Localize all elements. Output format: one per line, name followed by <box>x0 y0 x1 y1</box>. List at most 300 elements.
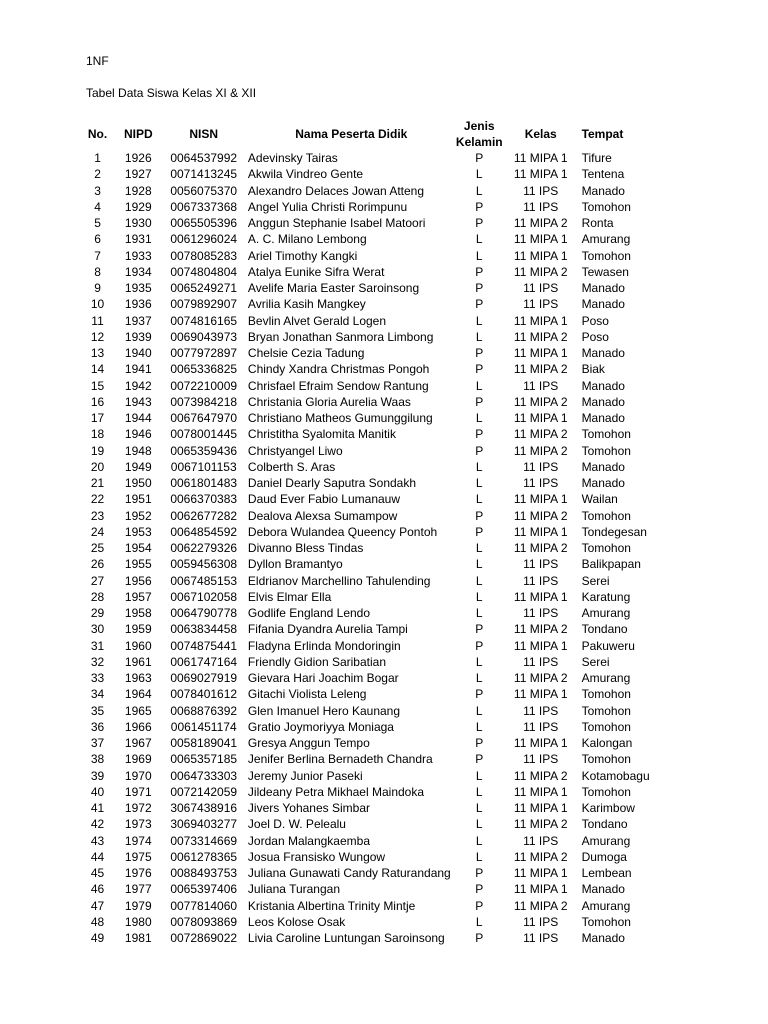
cell-no: 4 <box>94 199 101 214</box>
cell-no: 33 <box>90 671 105 686</box>
cell-nisn: 0079892907 <box>170 297 238 312</box>
cell-tempat: Biak <box>581 362 605 377</box>
cell-kelas: 11 MIPA 2 <box>513 849 568 864</box>
cell-nisn: 0056075370 <box>170 183 238 198</box>
header-nipd: NIPD <box>123 127 153 141</box>
cell-jenis-kelamin: P <box>475 427 484 442</box>
cell-jenis-kelamin: L <box>475 492 483 507</box>
table-row <box>80 898 674 914</box>
cell-nama: Livia Caroline Luntungan Saroinsong <box>247 931 445 946</box>
cell-nama: Jordan Malangkaemba <box>247 833 370 848</box>
cell-tempat: Balikpapan <box>581 557 641 572</box>
cell-jenis-kelamin: P <box>475 898 484 913</box>
cell-kelas: 11 MIPA 1 <box>513 346 568 361</box>
cell-jenis-kelamin: P <box>475 752 484 767</box>
header-kelas: Kelas <box>524 127 557 141</box>
cell-nisn: 0067337368 <box>170 199 238 214</box>
cell-kelas: 11 MIPA 2 <box>513 394 568 409</box>
cell-kelas: 11 IPS <box>523 199 559 214</box>
cell-nipd: 1964 <box>124 687 152 702</box>
cell-nipd: 1973 <box>124 817 152 832</box>
cell-tempat: Pakuweru <box>581 638 635 653</box>
cell-nama: Jeremy Junior Paseki <box>247 768 363 783</box>
cell-tempat: Tewasen <box>581 264 629 279</box>
cell-nama: Leos Kolose Osak <box>247 914 346 929</box>
cell-nipd: 1981 <box>124 931 152 946</box>
cell-kelas: 11 IPS <box>523 752 559 767</box>
cell-no: 16 <box>90 394 105 409</box>
cell-nipd: 1942 <box>124 378 152 393</box>
cell-nama: Jivers Yohanes Simbar <box>247 801 370 816</box>
cell-jenis-kelamin: L <box>475 768 483 783</box>
cell-nisn: 0058189041 <box>170 736 238 751</box>
cell-no: 20 <box>90 459 105 474</box>
cell-kelas: 11 MIPA 1 <box>513 524 568 539</box>
cell-no: 45 <box>90 866 105 881</box>
cell-nisn: 0074816165 <box>170 313 238 328</box>
table-row <box>80 394 674 410</box>
cell-no: 41 <box>90 801 105 816</box>
cell-kelas: 11 IPS <box>523 833 559 848</box>
cell-nama: Gresya Anggun Tempo <box>247 736 370 751</box>
cell-nama: Eldrianov Marchellino Tahulending <box>247 573 431 588</box>
cell-nipd: 1954 <box>124 541 152 556</box>
cell-kelas: 11 IPS <box>523 703 559 718</box>
cell-jenis-kelamin: L <box>475 541 483 556</box>
cell-no: 12 <box>90 329 105 344</box>
cell-nama: Chrisfael Efraim Sendow Rantung <box>247 378 429 393</box>
header-jenis-kelamin <box>455 118 504 150</box>
cell-tempat: Karimbow <box>581 801 635 816</box>
cell-nama: Christyangel Liwo <box>247 443 343 458</box>
cell-nama: Gitachi Violista Leleng <box>247 687 367 702</box>
table-row <box>80 556 674 572</box>
table-row <box>80 573 674 589</box>
cell-nama: Akwila Vindreo Gente <box>247 167 364 182</box>
cell-jenis-kelamin: L <box>475 476 483 491</box>
cell-nama: Jildeany Petra Mikhael Maindoka <box>247 784 425 799</box>
cell-nama: Godlife England Lendo <box>247 606 371 621</box>
cell-jenis-kelamin: L <box>475 719 483 734</box>
cell-nisn: 0078401612 <box>170 687 238 702</box>
cell-tempat: Tomohon <box>581 248 631 263</box>
cell-tempat: Poso <box>581 313 609 328</box>
cell-jenis-kelamin: P <box>475 443 484 458</box>
cell-nama: Ariel Timothy Kangki <box>247 248 358 263</box>
student-table <box>80 118 674 946</box>
student-table-container <box>80 118 674 946</box>
cell-nipd: 1943 <box>124 394 152 409</box>
cell-nisn: 0073314669 <box>170 833 238 848</box>
cell-nisn: 0064790778 <box>170 606 238 621</box>
cell-nipd: 1949 <box>124 459 152 474</box>
cell-no: 48 <box>90 914 105 929</box>
cell-nipd: 1956 <box>124 573 152 588</box>
cell-nama: Jenifer Berlina Bernadeth Chandra <box>247 752 433 767</box>
cell-nipd: 1970 <box>124 768 152 783</box>
table-row <box>80 459 674 475</box>
table-row <box>80 296 674 312</box>
cell-tempat: Tomohon <box>581 541 631 556</box>
cell-jenis-kelamin: L <box>475 914 483 929</box>
cell-jenis-kelamin: P <box>475 882 484 897</box>
cell-nama: Debora Wulandea Queency Pontoh <box>247 524 438 539</box>
cell-kelas: 11 IPS <box>523 281 559 296</box>
cell-nisn: 0065359436 <box>170 443 238 458</box>
table-row <box>80 475 674 491</box>
cell-jenis-kelamin: L <box>475 313 483 328</box>
cell-tempat: Manado <box>581 476 625 491</box>
cell-nisn: 0064854592 <box>170 524 238 539</box>
cell-nisn: 0059456308 <box>170 557 238 572</box>
cell-nipd: 1933 <box>124 248 152 263</box>
cell-nipd: 1977 <box>124 882 152 897</box>
table-row <box>80 215 674 231</box>
cell-no: 44 <box>90 849 105 864</box>
table-row <box>80 508 674 524</box>
cell-tempat: Tondano <box>581 817 628 832</box>
cell-no: 43 <box>90 833 105 848</box>
cell-no: 38 <box>90 752 105 767</box>
cell-kelas: 11 IPS <box>523 931 559 946</box>
cell-no: 47 <box>90 898 105 913</box>
cell-kelas: 11 MIPA 1 <box>513 167 568 182</box>
cell-jenis-kelamin: L <box>475 817 483 832</box>
cell-jenis-kelamin: L <box>475 557 483 572</box>
cell-kelas: 11 MIPA 2 <box>513 264 568 279</box>
cell-nisn: 0065505396 <box>170 216 238 231</box>
cell-nisn: 0072142059 <box>170 784 238 799</box>
cell-nipd: 1937 <box>124 313 152 328</box>
cell-kelas: 11 IPS <box>523 183 559 198</box>
cell-nisn: 0061747164 <box>170 654 238 669</box>
cell-no: 11 <box>91 313 104 328</box>
cell-tempat: Kalongan <box>581 736 633 751</box>
table-row <box>80 524 674 540</box>
table-row <box>80 833 674 849</box>
cell-kelas: 11 MIPA 1 <box>513 882 568 897</box>
cell-kelas: 11 IPS <box>523 654 559 669</box>
cell-tempat: Lembean <box>581 866 632 881</box>
cell-kelas: 11 MIPA 1 <box>513 232 568 247</box>
cell-nisn: 0067647970 <box>170 411 238 426</box>
header-jenis-line2: Kelamin <box>455 135 503 149</box>
cell-jenis-kelamin: P <box>475 524 484 539</box>
cell-tempat: Amurang <box>581 898 631 913</box>
cell-tempat: Tomohon <box>581 443 631 458</box>
table-row <box>80 313 674 329</box>
document-title: Tabel Data Siswa Kelas XI & XII <box>86 86 257 100</box>
table-row <box>80 329 674 345</box>
cell-no: 8 <box>94 264 101 279</box>
table-row <box>80 638 674 654</box>
table-row <box>80 881 674 897</box>
cell-no: 24 <box>90 524 105 539</box>
cell-nisn: 0066370383 <box>170 492 238 507</box>
cell-no: 49 <box>90 931 105 946</box>
cell-nisn: 0067485153 <box>170 573 238 588</box>
cell-no: 40 <box>90 784 105 799</box>
table-row <box>80 735 674 751</box>
cell-nipd: 1926 <box>124 151 152 166</box>
cell-jenis-kelamin: L <box>475 411 483 426</box>
cell-kelas: 11 MIPA 2 <box>513 427 568 442</box>
cell-tempat: Manado <box>581 281 625 296</box>
cell-nisn: 0069027919 <box>170 671 238 686</box>
table-row <box>80 361 674 377</box>
cell-tempat: Manado <box>581 411 625 426</box>
cell-no: 35 <box>90 703 105 718</box>
cell-nipd: 1948 <box>124 443 152 458</box>
cell-jenis-kelamin: L <box>475 573 483 588</box>
table-row <box>80 280 674 296</box>
cell-nipd: 1927 <box>124 167 152 182</box>
cell-nisn: 0063834458 <box>170 622 238 637</box>
cell-nisn: 0078085283 <box>170 248 238 263</box>
cell-tempat: Dumoga <box>581 849 627 864</box>
cell-no: 7 <box>94 248 101 263</box>
cell-no: 9 <box>94 281 101 296</box>
cell-nipd: 1929 <box>124 199 152 214</box>
cell-kelas: 11 MIPA 1 <box>513 801 568 816</box>
cell-nipd: 1967 <box>124 736 152 751</box>
cell-tempat: Amurang <box>581 606 631 621</box>
cell-kelas: 11 MIPA 1 <box>513 687 568 702</box>
cell-nisn: 0062677282 <box>170 508 238 523</box>
table-row <box>80 930 674 946</box>
cell-nisn: 0069043973 <box>170 329 238 344</box>
cell-jenis-kelamin: L <box>475 784 483 799</box>
cell-nisn: 0067102058 <box>170 589 238 604</box>
cell-nipd: 1980 <box>124 914 152 929</box>
cell-nipd: 1959 <box>124 622 152 637</box>
cell-jenis-kelamin: P <box>475 931 484 946</box>
cell-nama: Chindy Xandra Christmas Pongoh <box>247 362 430 377</box>
cell-tempat: Manado <box>581 459 625 474</box>
cell-tempat: Amurang <box>581 833 631 848</box>
cell-nipd: 1935 <box>124 281 152 296</box>
cell-nisn: 0078093869 <box>170 914 238 929</box>
cell-tempat: Karatung <box>581 589 631 604</box>
cell-no: 30 <box>90 622 105 637</box>
cell-tempat: Tondano <box>581 622 628 637</box>
table-row <box>80 768 674 784</box>
table-row <box>80 703 674 719</box>
cell-kelas: 11 IPS <box>523 557 559 572</box>
table-row <box>80 914 674 930</box>
cell-no: 27 <box>90 573 105 588</box>
cell-no: 22 <box>90 492 105 507</box>
cell-tempat: Manado <box>581 297 625 312</box>
cell-tempat: Tomohon <box>581 199 631 214</box>
cell-no: 31 <box>90 638 105 653</box>
header-tempat: Tempat <box>581 127 624 141</box>
cell-nipd: 1974 <box>124 833 152 848</box>
cell-nipd: 1940 <box>124 346 152 361</box>
cell-jenis-kelamin: P <box>475 151 484 166</box>
cell-nipd: 1955 <box>124 557 152 572</box>
cell-kelas: 11 MIPA 1 <box>513 589 568 604</box>
cell-nipd: 1953 <box>124 524 152 539</box>
cell-kelas: 11 MIPA 2 <box>513 362 568 377</box>
cell-no: 19 <box>90 443 105 458</box>
cell-no: 21 <box>90 476 105 491</box>
table-row <box>80 621 674 637</box>
cell-nama: Angel Yulia Christi Rorimpunu <box>247 199 408 214</box>
cell-kelas: 11 MIPA 2 <box>513 671 568 686</box>
cell-tempat: Manado <box>581 931 625 946</box>
cell-nipd: 1944 <box>124 411 152 426</box>
cell-nama: Josua Fransisko Wungow <box>247 849 386 864</box>
document-code: 1NF <box>86 54 109 68</box>
table-row <box>80 686 674 702</box>
cell-jenis-kelamin: L <box>475 248 483 263</box>
cell-nama: Elvis Elmar Ella <box>247 589 332 604</box>
cell-no: 1 <box>94 151 101 166</box>
cell-nipd: 1961 <box>124 654 152 669</box>
table-row <box>80 784 674 800</box>
cell-nama: Bevlin Alvet Gerald Logen <box>247 313 387 328</box>
cell-nama: A. C. Milano Lembong <box>247 232 367 247</box>
cell-jenis-kelamin: L <box>475 183 483 198</box>
cell-jenis-kelamin: P <box>475 346 484 361</box>
cell-nipd: 1941 <box>124 362 152 377</box>
cell-jenis-kelamin: P <box>475 508 484 523</box>
cell-no: 17 <box>90 411 105 426</box>
cell-nipd: 1946 <box>124 427 152 442</box>
cell-no: 15 <box>90 378 105 393</box>
cell-kelas: 11 MIPA 2 <box>513 443 568 458</box>
cell-jenis-kelamin: L <box>475 378 483 393</box>
cell-jenis-kelamin: P <box>475 281 484 296</box>
cell-nipd: 1958 <box>124 606 152 621</box>
cell-jenis-kelamin: L <box>475 459 483 474</box>
cell-kelas: 11 MIPA 2 <box>513 329 568 344</box>
cell-jenis-kelamin: L <box>475 833 483 848</box>
cell-nama: Glen Imanuel Hero Kaunang <box>247 703 401 718</box>
cell-nipd: 1966 <box>124 719 152 734</box>
cell-kelas: 11 MIPA 1 <box>513 736 568 751</box>
table-row <box>80 654 674 670</box>
table-row <box>80 345 674 361</box>
cell-nipd: 1936 <box>124 297 152 312</box>
cell-nipd: 1934 <box>124 264 152 279</box>
cell-kelas: 11 IPS <box>523 297 559 312</box>
cell-no: 23 <box>90 508 105 523</box>
cell-tempat: Tondegesan <box>581 524 647 539</box>
table-row <box>80 264 674 280</box>
cell-nisn: 0065397406 <box>170 882 238 897</box>
cell-jenis-kelamin: P <box>475 362 484 377</box>
cell-no: 13 <box>90 346 105 361</box>
cell-jenis-kelamin: P <box>475 687 484 702</box>
cell-jenis-kelamin: L <box>475 849 483 864</box>
cell-kelas: 11 MIPA 1 <box>513 866 568 881</box>
table-row <box>80 670 674 686</box>
cell-no: 29 <box>90 606 105 621</box>
cell-nama: Juliana Gunawati Candy Raturandang <box>247 866 451 881</box>
cell-nama: Gievara Hari Joachim Bogar <box>247 671 399 686</box>
cell-no: 25 <box>90 541 105 556</box>
cell-kelas: 11 MIPA 2 <box>513 216 568 231</box>
cell-jenis-kelamin: P <box>475 264 484 279</box>
cell-tempat: Manado <box>581 183 625 198</box>
cell-jenis-kelamin: P <box>475 638 484 653</box>
cell-kelas: 11 MIPA 1 <box>513 313 568 328</box>
cell-tempat: Ronta <box>581 216 614 231</box>
cell-nipd: 1976 <box>124 866 152 881</box>
cell-tempat: Manado <box>581 882 625 897</box>
cell-kelas: 11 MIPA 1 <box>513 151 568 166</box>
cell-nipd: 1979 <box>124 898 152 913</box>
cell-kelas: 11 MIPA 1 <box>513 784 568 799</box>
cell-no: 14 <box>90 362 105 377</box>
cell-jenis-kelamin: L <box>475 589 483 604</box>
cell-kelas: 11 IPS <box>523 378 559 393</box>
table-body <box>80 150 674 946</box>
cell-jenis-kelamin: P <box>475 736 484 751</box>
header-nama: Nama Peserta Didik <box>295 127 408 141</box>
cell-kelas: 11 MIPA 2 <box>513 622 568 637</box>
cell-tempat: Manado <box>581 346 625 361</box>
cell-nipd: 1972 <box>124 801 152 816</box>
cell-jenis-kelamin: P <box>475 866 484 881</box>
cell-no: 2 <box>94 167 101 182</box>
cell-tempat: Tomohon <box>581 508 631 523</box>
cell-nama: Christitha Syalomita Manitik <box>247 427 396 442</box>
cell-nama: Alexandro Delaces Jowan Atteng <box>247 183 425 198</box>
cell-nisn: 0061801483 <box>170 476 238 491</box>
cell-tempat: Poso <box>581 329 609 344</box>
cell-kelas: 11 MIPA 2 <box>513 541 568 556</box>
table-row <box>80 166 674 182</box>
cell-nipd: 1965 <box>124 703 152 718</box>
table-row <box>80 248 674 264</box>
cell-nama: Colberth S. Aras <box>247 459 336 474</box>
cell-jenis-kelamin: L <box>475 232 483 247</box>
cell-tempat: Tomohon <box>581 703 631 718</box>
cell-nama: Avrilia Kasih Mangkey <box>247 297 366 312</box>
cell-tempat: Tomohon <box>581 427 631 442</box>
cell-tempat: Tomohon <box>581 752 631 767</box>
cell-nipd: 1951 <box>124 492 152 507</box>
cell-nama: Friendly Gidion Saribatian <box>247 654 386 669</box>
cell-nisn: 0061296024 <box>170 232 238 247</box>
cell-nama: Anggun Stephanie Isabel Matoori <box>247 216 426 231</box>
cell-nisn: 0078001445 <box>170 427 238 442</box>
cell-nipd: 1928 <box>124 183 152 198</box>
cell-nipd: 1950 <box>124 476 152 491</box>
cell-jenis-kelamin: P <box>475 199 484 214</box>
cell-nama: Daud Ever Fabio Lumanauw <box>247 492 401 507</box>
cell-jenis-kelamin: P <box>475 216 484 231</box>
cell-tempat: Amurang <box>581 671 631 686</box>
cell-tempat: Amurang <box>581 232 631 247</box>
cell-nama: Dyllon Bramantyo <box>247 557 343 572</box>
cell-no: 39 <box>90 768 105 783</box>
cell-nisn: 0062279326 <box>170 541 238 556</box>
cell-jenis-kelamin: P <box>475 622 484 637</box>
cell-nisn: 0061278365 <box>170 849 238 864</box>
table-row <box>80 849 674 865</box>
cell-nama: Gratio Joymoriyya Moniaga <box>247 719 394 734</box>
cell-jenis-kelamin: L <box>475 606 483 621</box>
cell-kelas: 11 IPS <box>523 459 559 474</box>
cell-nisn: 0088493753 <box>170 866 238 881</box>
table-row <box>80 231 674 247</box>
cell-jenis-kelamin: L <box>475 703 483 718</box>
cell-jenis-kelamin: L <box>475 801 483 816</box>
